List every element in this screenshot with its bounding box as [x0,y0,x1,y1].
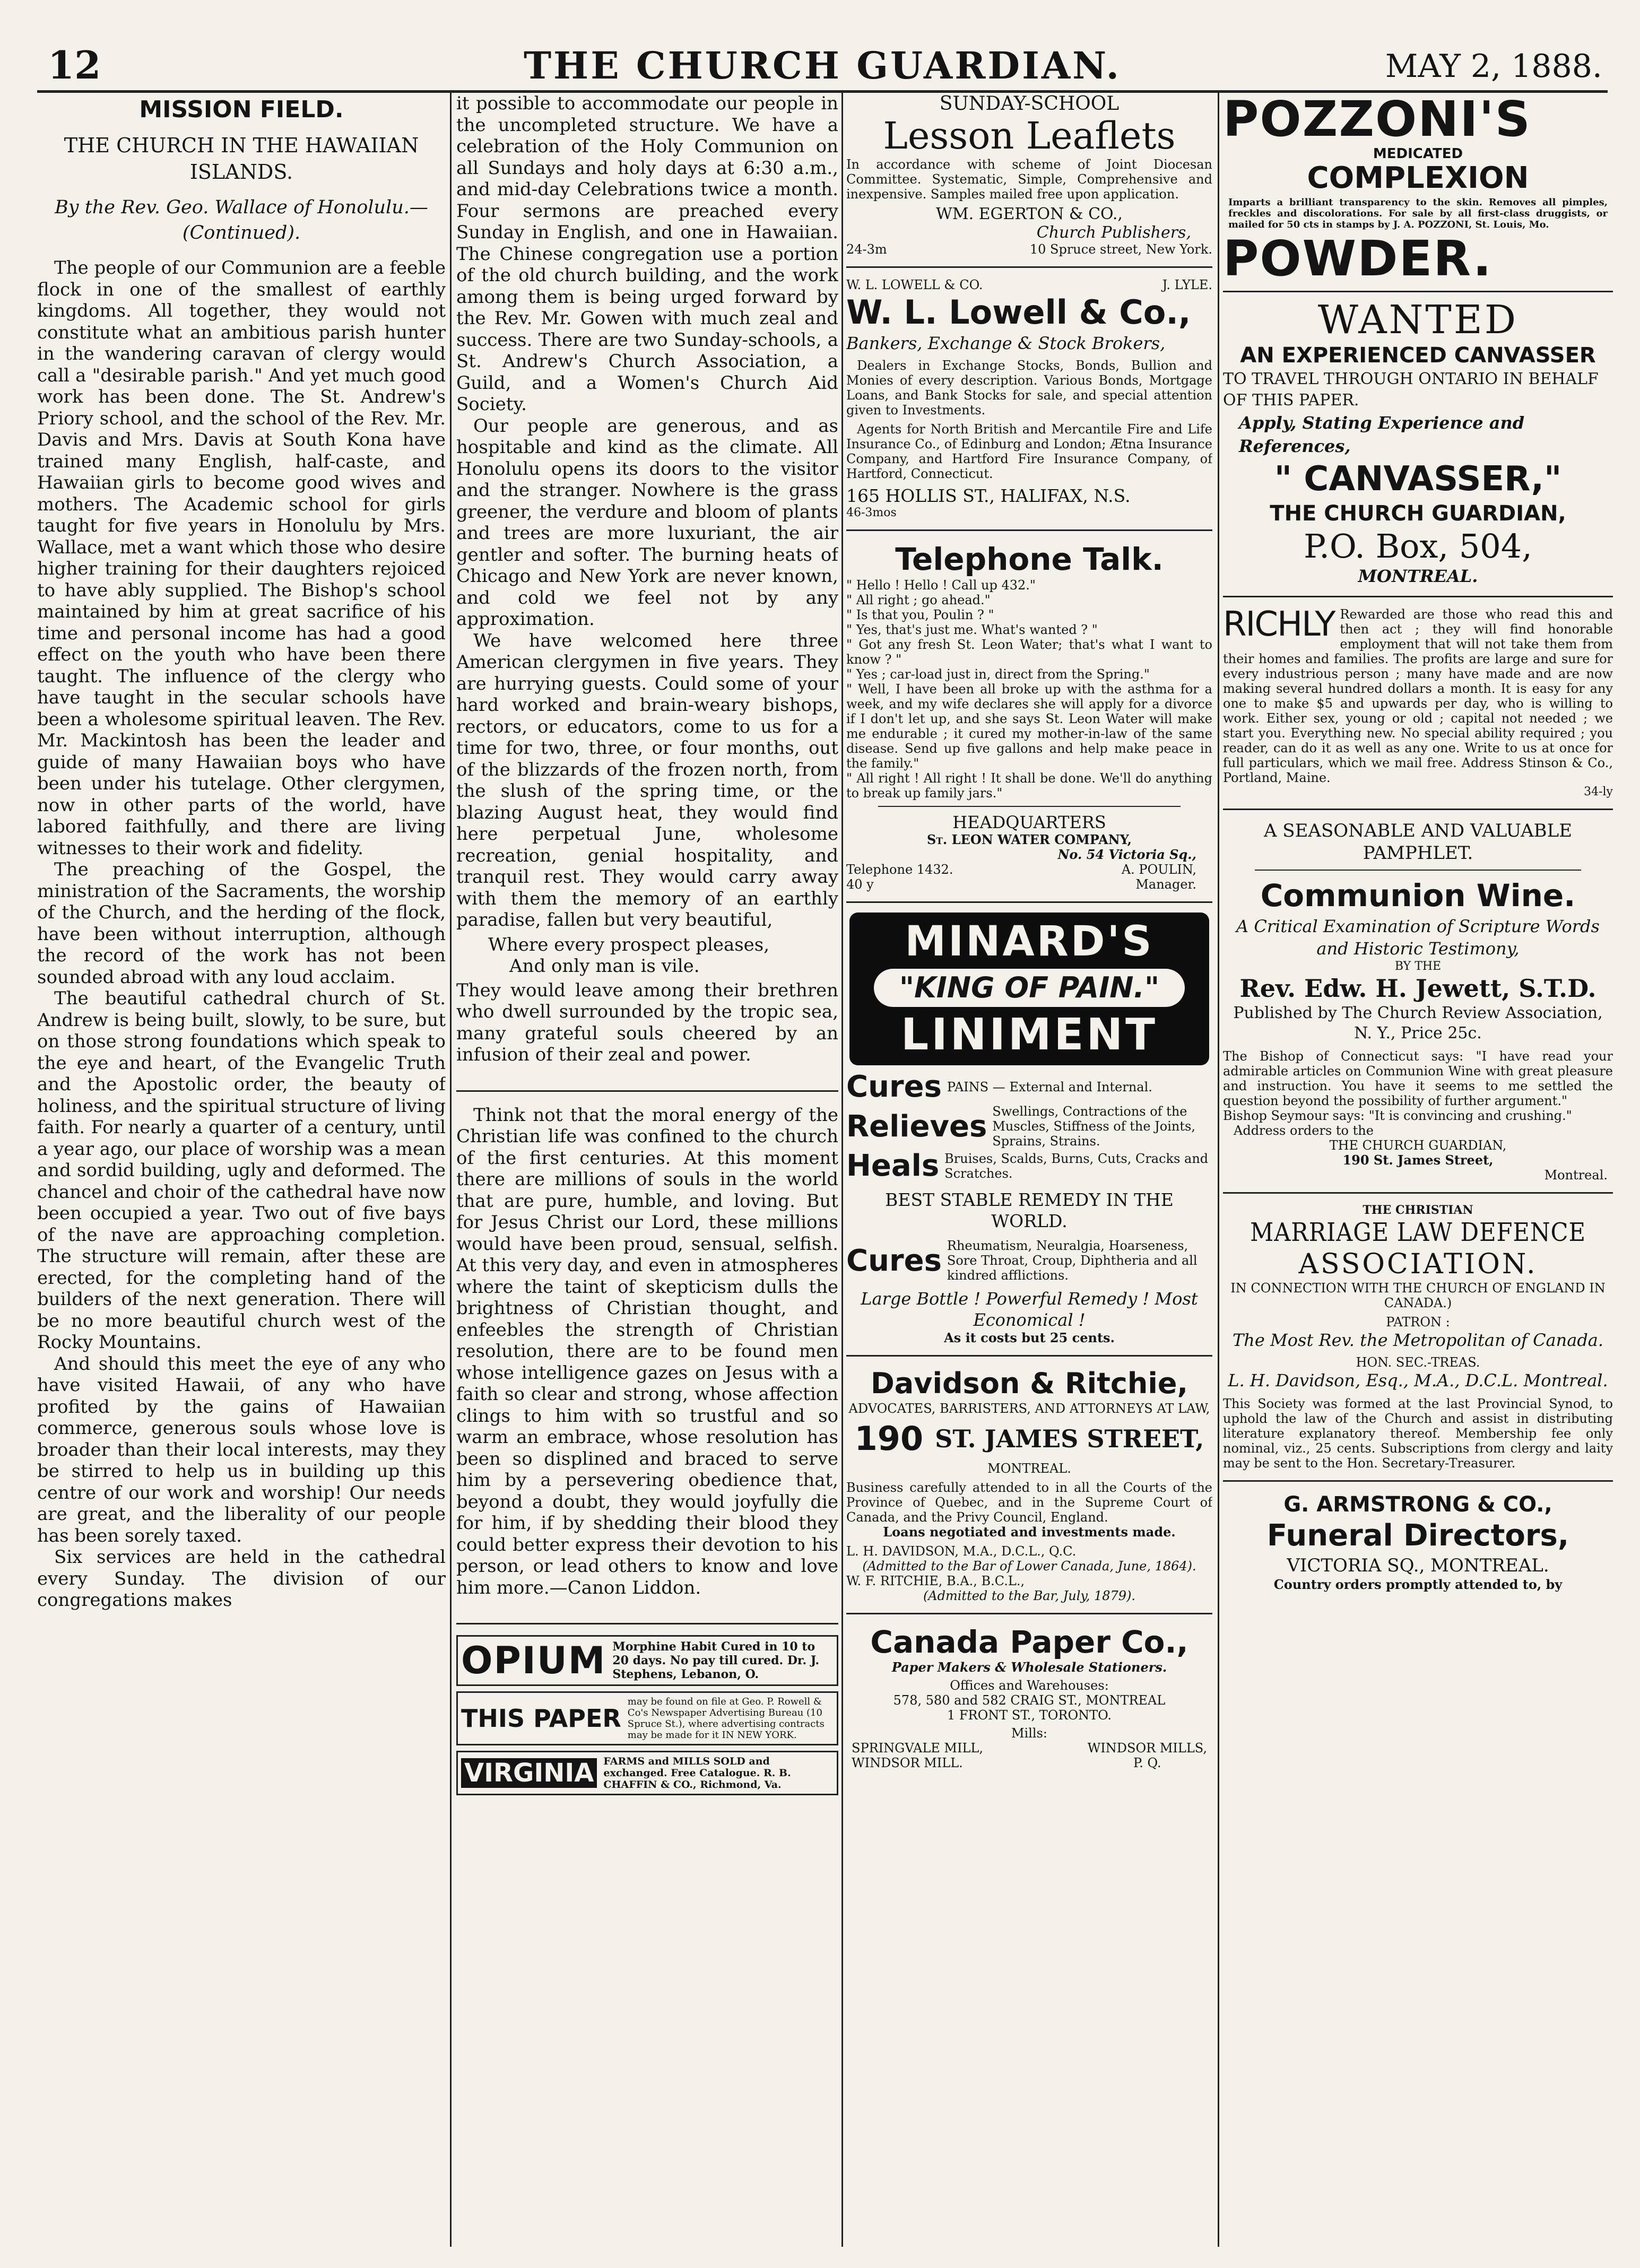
heals-text: Bruises, Scalds, Burns, Cuts, Cracks and Scratches. [944,1151,1209,1181]
partner-admission: (Admitted to the Bar, July, 1879). [923,1588,1136,1603]
ad-text: In accordance with scheme of Joint Diocesan Committee. Systematic, Simple, Comprehensive and inexpensive. Samples mailed free upon application. [846,157,1212,202]
ad-code: 46-3mos [846,506,897,519]
ad-address: 165 HOLLIS ST., HALIFAX, N.S. [846,485,1131,506]
divider [1255,870,1581,871]
divider [846,266,1212,268]
opium-ad [456,1635,838,1686]
minards-logo [849,913,1209,1065]
wanted-ad [1223,298,1613,586]
pozzoni-text: Imparts a brilliant transparency to the skin. Removes all pimples, freckles and discolorations. For sale by all first-class druggists, or mailed for 50 cts in stamps by J. A. POZZONI, St. Louis, Mo. [1228,197,1608,230]
partner-admission: (Admitted to the Bar of Lower Canada, June, 1864). [862,1559,1196,1574]
cures-heading: Cures [846,1070,942,1104]
divider [878,806,1181,807]
pamphlet-heading: A SEASONABLE AND VALUABLE PAMPHLET. [1263,820,1573,864]
sunday-school-ad [846,93,1212,257]
ad-address-row [846,1419,1212,1458]
ad-subtitle: ADVOCATES, BARRISTERS, AND ATTORNEYS AT LAW, [848,1401,1210,1416]
poem-line: And only man is vile. [509,955,700,977]
pozzoni-heading: POZZONI'S [1223,93,1531,147]
wine-author: Rev. Edw. H. Jewett, S.T.D. [1239,974,1596,1003]
armstrong-address: VICTORIA SQ., MONTREAL. [1287,1555,1549,1576]
mld-heading: ASSOCIATION. [1298,1248,1538,1280]
wine-address: THE CHURCH GUARDIAN, [1329,1138,1507,1153]
article-paragraph: We have welcomed here three American clergymen in five years. They are hurrying guests. Could some of your hard worked and brain-weary bishops, rectors, or educators, come to us for a time for two, three, or four months, out of the blizzards of the frozen north, from the slush of the spring time, or the blazing August heat, they would find here perpetual June, wholesome recreation, genial hospitality, and tranquil rest. They would carry away with them the memory of an earthly paradise, fallen but very beautiful, [456,630,838,931]
mill-province: P. Q. [1133,1756,1161,1770]
article-paragraph: The preaching of the Gospel, the ministration of the Sacraments, the worship of the Church, and the herding of the flock, have been without interruption, although the record of the work has not been sounded abroad with any loud acclaim. [37,859,446,988]
wine-address: Address orders to the [1234,1123,1374,1138]
virginia-ad [456,1751,838,1795]
relieves-text: Swellings, Contractions of the Muscles, Stiffness of the Joints, Sprains, Strains. [992,1104,1195,1149]
dialogue-line: " All right ; go ahead." [846,593,991,607]
mill-name: SPRINGVALE MILL, [852,1741,983,1756]
page-header [37,32,1608,93]
address-number: 190 [854,1419,924,1458]
armstrong-text: Country orders promptly attended to, by [1273,1577,1563,1592]
ad-name-right: J. LYLE. [1162,277,1212,292]
section-heading: MISSION FIELD. [139,96,344,123]
hq-telephone: Telephone 1432. [846,862,953,877]
this-paper-heading: THIS PAPER [461,1704,621,1733]
opium-text: Morphine Habit Cured in 10 to 20 days. No pay till cured. Dr. J. Stephens, Lebanon, O. [612,1640,820,1681]
ad-footer [846,242,1212,257]
column-1 [37,93,446,2247]
ad-address: 10 Spruce street, New York. [1029,242,1212,257]
masthead-title: THE CHURCH GUARDIAN. [523,44,1122,88]
partner-name: L. H. DAVIDSON, M.A., D.C.L., Q.C. [846,1544,1077,1559]
wine-title: Communion Wine. [1260,877,1576,914]
ad-text: Business carefully attended to in all the Courts of the Province of Quebec, and in the Supreme Court of Canada, and the Privy Council, England. [846,1480,1212,1525]
this-paper-ad [456,1691,838,1745]
pozzoni-complexion: COMPLEXION [1307,161,1529,195]
dialogue-line: " All right ! All right ! It shall be done. We'll do anything to break up family jars." [846,771,1212,801]
mill-name: WINDSOR MILL. [852,1756,963,1770]
quote-paragraph: Think not that the moral energy of the Christian life was confined to the church of the first centuries. At this moment there are millions of souls in the world that are pure, humble, and loving. But for Jesus Christ our Lord, these millions would have been proud, sensual, selfish. At this very day, and even in atmospheres where the taint of skepticism dulls the brightness of Christian thought, and enfeebles the strength of Christian resolution, there are to be found men whose intelligence gazes on Jesus with a faith so clear and strong, whose affection clings to him with so trustful and so warm an embrace, whose resolution has been so displined and braced to serve him by a persevering obedience that, beyond a doubt, they would joyfully die for him, if by shedding their blood they could better express their devotion to his person, or lead others to know and love him more.—Canon Liddon. [456,1104,838,1598]
divider [846,1613,1212,1614]
hq-heading: HEADQUARTERS [952,812,1106,832]
marriage-law-ad [1223,1203,1613,1471]
ad-city: MONTREAL. [987,1461,1071,1476]
logo-bottom: LINIMENT [900,1010,1158,1060]
virginia-heading: VIRGINIA [461,1758,597,1788]
dialogue-line: " Yes ; car-load just in, direct from the Spring." [846,667,1150,682]
armstrong-subheading: Funeral Directors, [1266,1518,1569,1553]
relieves-heading: Relieves [846,1109,987,1144]
heals-heading: Heals [846,1149,940,1183]
canvasser-box: P.O. Box, 504, [1304,527,1532,566]
wanted-heading: WANTED [1317,297,1518,343]
richly-heading: RICHLY [1223,605,1335,644]
heals-row [846,1149,1212,1183]
wine-publisher: Published by The Church Review Association, N. Y., Price 25c. [1233,1004,1603,1042]
wine-quote: The Bishop of Connecticut says: "I have read your admirable articles on Communion Wine with great pleasure and instruction. You have it seems to me settled the question beyond the possibility of further argument." [1223,1049,1613,1108]
pozzoni-powder: POWDER. [1223,230,1493,287]
dialogue-line: " Well, I have been all broke up with the asthma for a week, and my wife declares she will apply for a divorce if I don't let up, and she says St. Leon Water will make me endurable ; it cured my mother-in-law of the same disease. Send up five gallons and help make peace in the family." [846,682,1212,771]
ad-title: Telephone Talk. [895,541,1164,577]
article-paragraph: Six services are held in the cathedral every Sunday. The division of our congregations makes [37,1546,446,1611]
ad-text: Agents for North British and Mercantile Fire and Life Insurance Co., of Edinburg and London; Ætna Insurance Company, and Hartford Fire Insurance Company, of Hartford, Connecticut. [846,422,1212,481]
divider [1223,596,1613,597]
poem [456,934,838,977]
cures-text: PAINS — External and Internal. [947,1079,1152,1094]
minards-liniment-ad [846,913,1212,1345]
byline: By the Rev. Geo. Wallace of Honolulu.—(Continued). [55,197,428,244]
mill-list [846,1741,1212,1770]
article-paragraph: it possible to accommodate our people in the uncompleted structure. We have a celebration of the Holy Communion on all Sundays and holy days at 6:30 a.m., and mid-day Celebrations twice a month. Four sermons are preached every Sunday in English, and one in Hawaiian. The Chinese congregation use a portion of the old church building, and the work among them is being urged forward by the Rev. Mr. Gowen with much zeal and success. There are two Sunday-schools, a St. Andrew's Church Association, a Guild, and a Women's Church Aid Society. [456,93,838,415]
article-paragraph: The beautiful cathedral church of St. Andrew is being built, slowly, to be sure, but on those strong foundations which speak to the eye and heart, of the Evangelic Truth and the Apostolic order, the beauty of holiness, and the spiritual structure of living faith. For nearly a quarter of a century, until a year ago, our place of worship was a mean and sordid building, ugly and deformed. The chancel and choir of the cathedral have now been occupied a year. Two out of five bays of the nave are approaching completion. The structure will remain, after these are erected, for the completing hand of the builders of the next generation. There will be no more beautiful church west of the Rocky Mountains. [37,988,446,1353]
dialogue-line: " Yes, that's just me. What's wanted ? " [846,622,1098,637]
ad-subtitle: Bankers, Exchange & Stock Brokers, [846,333,1166,353]
hq-manager-name: A. POULIN, [1121,862,1196,877]
ad-publisher-sub: Church Publishers, [1036,223,1191,242]
mld-patron-label: PATRON : [1386,1315,1450,1329]
hq-code: 40 y [846,877,874,892]
mill-location: WINDSOR MILLS, [1087,1741,1207,1756]
cures-row-2 [846,1238,1212,1283]
dialogue-line: " Got any fresh St. Leon Water; that's what I want to know ? " [846,637,1212,667]
this-paper-text: may be found on file at Geo. P. Rowell & Co's Newspaper Advertising Bureau (10 Spruce St.), where advertising contracts may be made for it IN NEW YORK. [627,1696,825,1741]
dialogue-line: " Hello ! Hello ! Call up 432." [846,578,1036,593]
wine-subtitle: A Critical Examination of Scripture Words and Historic Testimony, [1236,916,1600,959]
divider [1223,1192,1613,1194]
column-2 [456,93,838,2247]
mld-top: THE CHRISTIAN [1363,1203,1473,1217]
article-paragraph: Our people are generous, and as hospitable and kind as the climate. All Honolulu opens its doors to the visitor and the stranger. Nowhere is the grass greener, the verdure and bloom of plants and trees are more luxuriant, the air gentler and softer. The burning heats of Chicago and New York are never known, and cold we feel not by any approximation. [456,415,838,630]
wanted-text: TO TRAVEL THROUGH ONTARIO IN BEHALF OF THIS PAPER. [1223,370,1599,410]
virginia-text: FARMS and MILLS SOLD and exchanged. Free Catalogue. R. B. CHAFFIN & CO., Richmond, Va. [603,1756,791,1791]
column-4 [1223,93,1613,2247]
cures-row [846,1070,1212,1104]
page-number: 12 [48,42,101,88]
ad-loans: Loans negotiated and investments made. [883,1524,1176,1540]
ad-offices: Offices and Warehouses: [950,1678,1109,1693]
ad-subtitle: Paper Makers & Wholesale Stationers. [891,1659,1167,1675]
armstrong-heading: G. ARMSTRONG & CO., [1283,1492,1552,1517]
ad-title: Davidson & Ritchie, [870,1367,1188,1400]
davidson-ritchie-ad [846,1366,1212,1603]
ad-title: Canada Paper Co., [870,1624,1188,1660]
wanted-subheading: AN EXPERIENCED CANVASSER [1240,343,1596,368]
mld-connection: IN CONNECTION WITH THE CHURCH OF ENGLAND IN CANADA.) [1230,1281,1606,1310]
poem-line: Where every prospect pleases, [488,934,770,955]
ad-heading: SUNDAY-SCHOOL [939,93,1120,115]
wine-address: Montreal. [1544,1168,1608,1183]
ad-publisher: WM. EGERTON & CO., [936,205,1123,223]
mld-patron: The Most Rev. the Metropolitan of Canada. [1232,1330,1604,1350]
divider [846,1355,1212,1357]
divider [846,529,1212,531]
bottle-text: Large Bottle ! Powerful Remedy ! Most Economical ! [861,1289,1198,1330]
divider [456,1090,838,1092]
column-rule [1218,93,1219,2247]
communion-wine-ad [1223,820,1613,1183]
pozzoni-medicated: MEDICATED [1373,146,1463,162]
article-title: THE CHURCH IN THE HAWAIIAN ISLANDS. [64,134,419,184]
logo-middle: "KING OF PAIN." [874,969,1185,1007]
divider [846,901,1212,903]
mld-text: This Society was formed at the last Provincial Synod, to uphold the law of the Church and assist in distributing literature explanatory thereof. Membership fee only nominal, viz., 25 cents. Subscriptions from clergy and laity may be sent to the Hon. Secretary-Treasurer. [1223,1396,1613,1471]
wine-quote: Bishop Seymour says: "It is convincing and crushing." [1223,1108,1572,1123]
ad-address: 1 FRONT ST., TORONTO. [947,1708,1112,1723]
wanted-apply: Apply, Stating Experience and References, [1239,413,1525,456]
ad-code: 24-3m [846,242,887,257]
cures-heading: Cures [846,1243,942,1278]
canada-paper-ad [846,1624,1212,1770]
article-paragraph: And should this meet the eye of any who have visited Hawaii, of any who have profited by the gains of Hawaiian commerce, generous souls whose love is broader than their local interests, may they be stirred to help us in building up this centre of our work and worship! Our needs are great, and the liberality of our people has been sorely taxed. [37,1353,446,1546]
dialogue-line: " Is that you, Poulin ? " [846,607,994,622]
canvasser-subheading: THE CHURCH GUARDIAN, [1270,501,1566,526]
ad-title: Lesson Leaflets [883,114,1176,158]
hq-manager-title: Manager. [1135,877,1196,892]
ad-text: Dealers in Exchange Stocks, Bonds, Bullion and Monies of every description. Various Bonds, Mortgage Loans, and Bank Stocks for sale, and special attention given to Investments. [846,358,1212,418]
column-rule [450,93,452,2247]
canvasser-heading: " CANVASSER," [1274,459,1562,499]
armstrong-ad [1223,1491,1613,1592]
cost-text: As it costs but 25 cents. [944,1330,1115,1345]
ad-address: 578, 580 and 582 CRAIG ST., MONTREAL [893,1693,1166,1708]
wine-by: BY THE [1394,960,1442,973]
pozzoni-ad [1223,93,1613,292]
column-3 [846,93,1212,2247]
mld-heading: MARRIAGE LAW DEFENCE [1250,1218,1586,1247]
hq-company: St. LEON WATER COMPANY, [926,832,1132,847]
relieves-row [846,1104,1212,1149]
richly-code: 34-ly [1584,785,1613,798]
canvasser-city: MONTREAL. [1358,566,1478,586]
mld-hon: L. H. Davidson, Esq., M.A., D.C.L. Montreal. [1228,1370,1608,1391]
hq-address: No. 54 Victoria Sq., [1057,847,1196,862]
article-paragraph: The people of our Communion are a feeble flock in one of the smallest of earthly kingdoms. All together, they would not constitute what an ambitious parish hunter in the wandering caravan of clergy would call a "desirable parish." And yet much good work has been done. The St. Andrew's Priory school, and the school of the Rev. Mr. Davis and Mrs. Davis at South Kona have trained many English, half-caste, and Hawaiian girls to become good wives and mothers. The Academic school for girls taught for five years in Honolulu by Mrs. Wallace, met a want which those who desire higher training for their daughters rejoiced to have ably supplied. The Bishop's school maintained by him at great sacrifice of his time and personal income has had a good effect on the youth who have been there taught. The influence of the clergy who have taught in the secular schools have been a wholesome spiritual leaven. The Rev. Mr. Mackintosh has been the leader and guide of many Hawaiian boys who have been under his tutelage. Other clergymen, now in other parts of the world, have labored faithfully, and there are living witnesses to their work and fidelity. [37,257,446,859]
hq-footer [846,862,1212,892]
column-rule [841,93,843,2247]
divider [456,1623,838,1624]
ad-names [846,277,1212,292]
logo-top: MINARD'S [905,918,1154,966]
richly-ad [1223,607,1613,799]
ad-title: W. L. Lowell & Co., [846,293,1191,332]
divider [1223,1480,1613,1482]
mld-hon-label: HON. SEC.-TREAS. [1356,1355,1480,1370]
cures-text: Rheumatism, Neuralgia, Hoarseness, Sore Throat, Croup, Diphtheria and all kindred afflictions. [947,1238,1198,1283]
wine-address: 190 St. James Street, [1342,1152,1494,1168]
telephone-ad [846,541,1212,892]
address-street: ST. JAMES STREET, [935,1424,1204,1453]
issue-date: MAY 2, 1888. [1385,48,1602,85]
ad-name-left: W. L. LOWELL & CO. [846,277,983,292]
stable-remedy: BEST STABLE REMEDY IN THE WORLD. [885,1189,1174,1231]
opium-heading: OPIUM [461,1639,606,1682]
lowell-ad [846,277,1212,520]
ad-mills: Mills: [1011,1726,1047,1741]
partner-name: W. F. RITCHIE, B.A., B.C.L., [846,1574,1025,1588]
article-paragraph: They would leave among their brethren who dwell surrounded by the tropic sea, many grateful souls cheered by an infusion of their zeal and power. [456,979,838,1065]
richly-text: Rewarded are those who read this and then act ; they will find honorable employment that will not take them from their homes and families. The profits are large and sure for every industrious person ; many have made and are now making several hundred dollars a month. It is easy for any one to make $5 and upwards per day, who is willing to work. Either sex, young or old ; capital not needed ; we start you. Everything new. No special ability required ; you reader, can do it as well as any one. Write to us at once for full particulars, which we mail free. Address Stinson & Co., Portland, Maine. [1223,607,1613,785]
divider [1223,809,1613,810]
